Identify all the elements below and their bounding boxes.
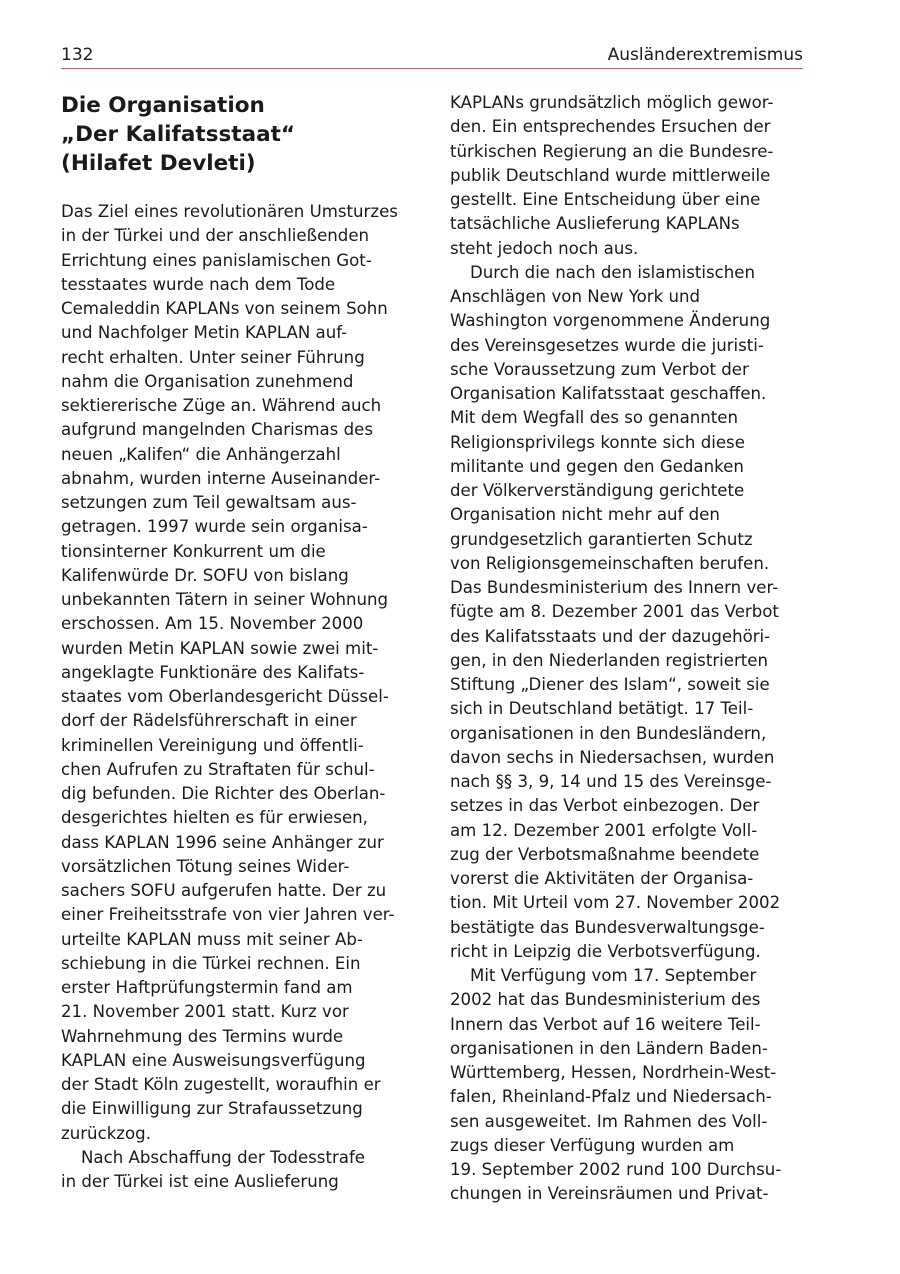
text-line: organisationen in den Bundesländern,: [450, 723, 767, 743]
text-line: sachers SOFU aufgerufen hatte. Der zu: [61, 881, 387, 900]
text-line: erschossen. Am 15. November 2000: [61, 614, 364, 634]
left-paragraph-1: [61, 200, 421, 1146]
text-line: von Religionsgemeinschaften berufen.: [450, 553, 770, 573]
text-line: Anschlägen von New York und: [450, 287, 701, 306]
text-line: staates vom Oberlandesgericht Düssel-: [61, 687, 389, 706]
text-line: tesstaates wurde nach dem Tode: [61, 274, 336, 294]
text-line: in der Türkei und der anschließenden: [61, 226, 370, 246]
text-line: den. Ein entsprechendes Ersuchen der: [450, 117, 771, 137]
text-line: tion. Mit Urteil vom 27. November 2002: [450, 893, 781, 913]
text-line: 19. September 2002 rund 100 Durchsu-: [450, 1160, 782, 1179]
text-line: sen ausgeweitet. Im Rahmen des Voll-: [450, 1111, 768, 1131]
text-line: in der Türkei ist eine Auslieferung: [61, 1172, 339, 1191]
text-line: vorsätzlichen Tötung seines Wider-: [61, 856, 350, 876]
text-line: einer Freiheitsstrafe von vier Jahren ver-: [61, 905, 395, 925]
text-line: Cemaleddin KAPLANs von seinem Sohn: [61, 299, 388, 318]
text-line: nahm die Organisation zunehmend: [61, 371, 354, 391]
text-line: tatsächliche Auslieferung KAPLANs: [450, 214, 740, 234]
text-line: Das Bundesministerium des Innern ver-: [450, 578, 779, 597]
text-line: Mit dem Wegfall des so genannten: [450, 408, 739, 428]
text-line: tionsinterner Konkurrent um die: [61, 541, 326, 561]
text-line: erster Haftprüfungstermin fand am: [61, 978, 353, 997]
text-line: richt in Leipzig die Verbotsverfügung.: [450, 941, 761, 961]
text-line: zug der Verbotsmaßnahme beendete: [450, 844, 760, 864]
text-line: Mit Verfügung vom 17. September: [470, 966, 757, 985]
right-paragraph-2: [450, 261, 810, 964]
left-paragraph-2: [61, 1146, 421, 1195]
text-line: Württemberg, Hessen, Nordrhein-West-: [450, 1063, 777, 1082]
text-line: Kalifenwürde Dr. SOFU von bislang: [61, 565, 349, 585]
text-line: angeklagte Funktionäre des Kalifats-: [61, 662, 365, 682]
text-line: gestellt. Eine Entscheidung über eine: [450, 190, 761, 209]
text-line: Washington vorgenommene Änderung: [450, 311, 771, 331]
running-header-title: Ausländerextremismus: [607, 45, 803, 65]
text-line: davon sechs in Niedersachsen, wurden: [450, 747, 775, 767]
text-line: steht jedoch noch aus.: [450, 238, 639, 258]
text-line: schiebung in die Türkei rechnen. Ein: [61, 953, 361, 973]
text-line: die Einwilligung zur Strafaussetzung: [61, 1099, 363, 1119]
text-line: falen, Rheinland-Pfalz und Niedersach-: [450, 1087, 772, 1107]
text-line: Wahrnehmung des Termins wurde: [61, 1026, 344, 1046]
text-line: zugs dieser Verfügung wurden am: [450, 1135, 735, 1155]
text-line: Innern das Verbot auf 16 weitere Teil-: [450, 1014, 761, 1034]
text-line: bestätigte das Bundesverwaltungsge-: [450, 917, 765, 937]
text-line: KAPLANs grundsätzlich möglich gewor-: [450, 93, 774, 112]
text-line: gen, in den Niederlanden registrierten: [450, 650, 769, 670]
right-paragraph-3: [450, 964, 810, 1207]
text-line: getragen. 1997 wurde sein organisa-: [61, 517, 368, 537]
text-line: sektiererische Züge an. Während auch: [61, 396, 382, 415]
text-line: publik Deutschland wurde mittlerweile: [450, 165, 771, 185]
text-line: dig befunden. Die Richter des Oberlan-: [61, 784, 386, 803]
heading-line: „Der Kalifatsstaat“: [61, 122, 295, 147]
right-column: [450, 91, 810, 1207]
text-line: kriminellen Vereinigung und öffentli-: [61, 735, 364, 755]
heading-line: (Hilafet Devleti): [61, 151, 256, 176]
text-line: 2002 hat das Bundesministerium des: [450, 990, 761, 1010]
text-line: Nach Abschaffung der Todesstrafe: [81, 1147, 365, 1167]
text-line: urteilte KAPLAN muss mit seiner Ab-: [61, 929, 363, 949]
header-rule: [61, 68, 803, 69]
text-line: des Kalifatsstaats und der dazugehöri-: [450, 626, 771, 646]
text-line: nach §§ 3, 9, 14 und 15 des Vereinsge-: [450, 772, 772, 791]
text-line: organisationen in den Ländern Baden-: [450, 1038, 768, 1058]
text-line: türkischen Regierung an die Bundesre-: [450, 141, 774, 161]
text-line: KAPLAN eine Ausweisungsverfügung: [61, 1050, 366, 1070]
text-line: dorf der Rädelsführerschaft in einer: [61, 711, 357, 731]
heading-line: Die Organisation: [61, 93, 265, 118]
text-line: 21. November 2001 statt. Kurz vor: [61, 1002, 349, 1022]
text-line: Organisation Kalifatsstaat geschaffen.: [450, 384, 767, 403]
text-line: der Völkerverständigung gerichtete: [450, 481, 745, 500]
text-line: unbekannten Tätern in seiner Wohnung: [61, 590, 389, 609]
text-line: Organisation nicht mehr auf den: [450, 505, 720, 525]
text-line: Stiftung „Diener des Islam“, soweit sie: [450, 675, 770, 694]
right-paragraph-1: [450, 91, 810, 261]
text-line: desgerichtes hielten es für erwiesen,: [61, 808, 368, 828]
text-line: und Nachfolger Metin KAPLAN auf-: [61, 323, 348, 343]
text-line: am 12. Dezember 2001 erfolgte Voll-: [450, 820, 758, 840]
text-line: Errichtung eines panislamischen Got-: [61, 250, 372, 270]
text-line: sche Voraussetzung zum Verbot der: [450, 359, 749, 379]
text-line: Durch die nach den islamistischen: [470, 262, 756, 282]
text-line: wurden Metin KAPLAN sowie zwei mit-: [61, 638, 379, 658]
text-line: der Stadt Köln zugestellt, woraufhin er: [61, 1075, 381, 1094]
text-line: sich in Deutschland betätigt. 17 Teil-: [450, 699, 754, 719]
text-line: abnahm, wurden interne Auseinander-: [61, 468, 381, 488]
page-number: 132: [61, 45, 94, 65]
text-line: grundgesetzlich garantierten Schutz: [450, 529, 753, 549]
left-column: [61, 91, 421, 1194]
text-line: Das Ziel eines revolutionären Umsturzes: [61, 202, 398, 221]
text-line: setzungen zum Teil gewaltsam aus-: [61, 493, 357, 512]
text-line: fügte am 8. Dezember 2001 das Verbot: [450, 602, 779, 622]
text-line: chungen in Vereinsräumen und Privat-: [450, 1184, 769, 1204]
text-line: vorerst die Aktivitäten der Organisa-: [450, 869, 754, 888]
text-line: dass KAPLAN 1996 seine Anhänger zur: [61, 832, 384, 852]
text-line: Religionsprivilegs konnte sich diese: [450, 432, 745, 452]
text-line: setzes in das Verbot einbezogen. Der: [450, 796, 760, 816]
text-line: chen Aufrufen zu Straftaten für schul-: [61, 759, 375, 779]
article-heading: [61, 91, 421, 178]
text-line: des Vereinsgesetzes wurde die juristi-: [450, 335, 764, 355]
text-line: militante und gegen den Gedanken: [450, 456, 744, 476]
text-line: aufgrund mangelnden Charismas des: [61, 420, 373, 440]
text-line: neuen „Kalifen“ die Anhängerzahl: [61, 444, 341, 464]
text-line: zurückzog.: [61, 1123, 151, 1143]
text-line: recht erhalten. Unter seiner Führung: [61, 347, 365, 367]
